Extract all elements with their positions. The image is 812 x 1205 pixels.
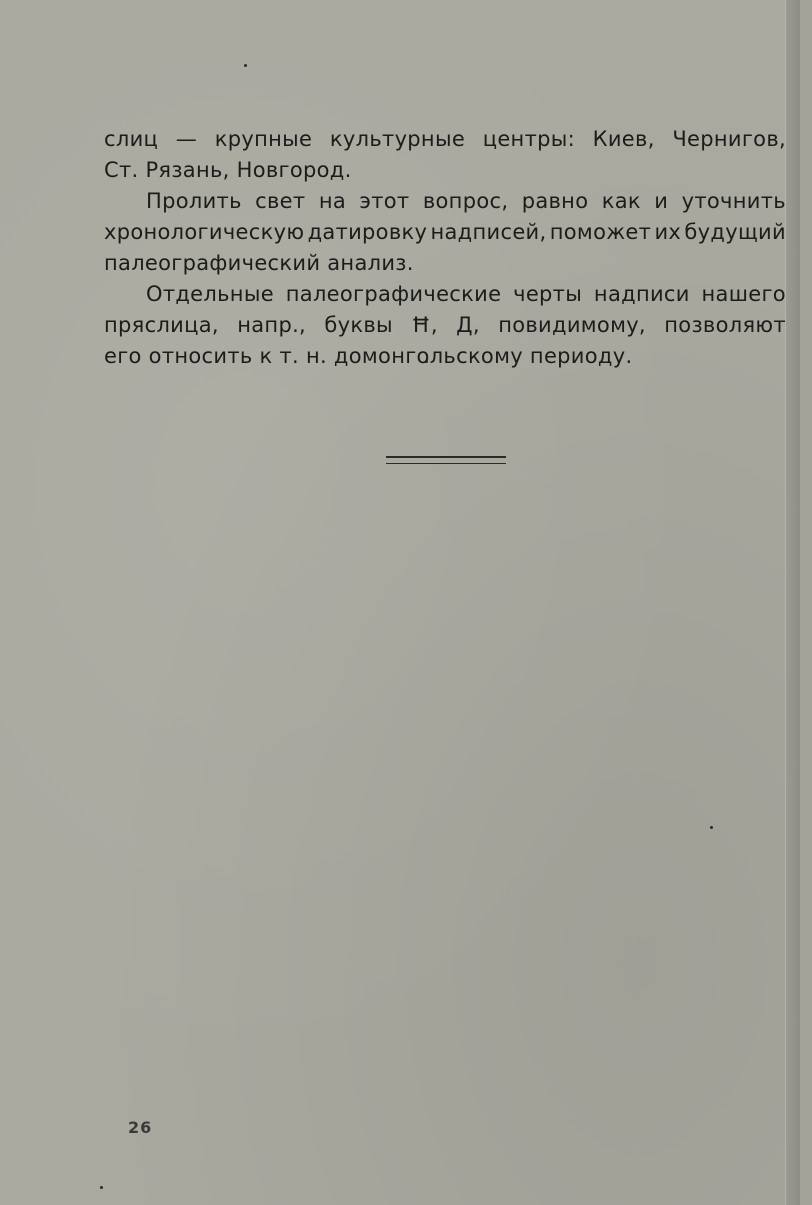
page-edge — [785, 0, 800, 1205]
text-line: Отдельные палеографические черты надписи нашего — [146, 282, 786, 306]
body-text — [104, 124, 786, 372]
ink-speck — [100, 1186, 103, 1189]
text-line: слиц — крупные культурные центры: Киев, Чернигов, — [104, 127, 786, 151]
text-line: палеографический анализ. — [104, 251, 414, 275]
page-number: 26 — [128, 1118, 153, 1137]
text-line: Пролить свет на этот вопрос, равно как и уточнить — [146, 189, 786, 213]
text-line: хронологическую датировку надписей, поможет их будущий — [104, 220, 786, 244]
text-line: пряслица, напр., буквы Ħ, Д, повидимому, позволяют — [104, 313, 786, 337]
ink-speck — [710, 826, 713, 829]
text-line: Ст. Рязань, Новгород. — [104, 158, 352, 182]
text-line: его относить к т. н. домонгольскому периоду. — [104, 344, 633, 368]
ink-speck — [244, 64, 247, 67]
section-divider — [386, 456, 506, 464]
